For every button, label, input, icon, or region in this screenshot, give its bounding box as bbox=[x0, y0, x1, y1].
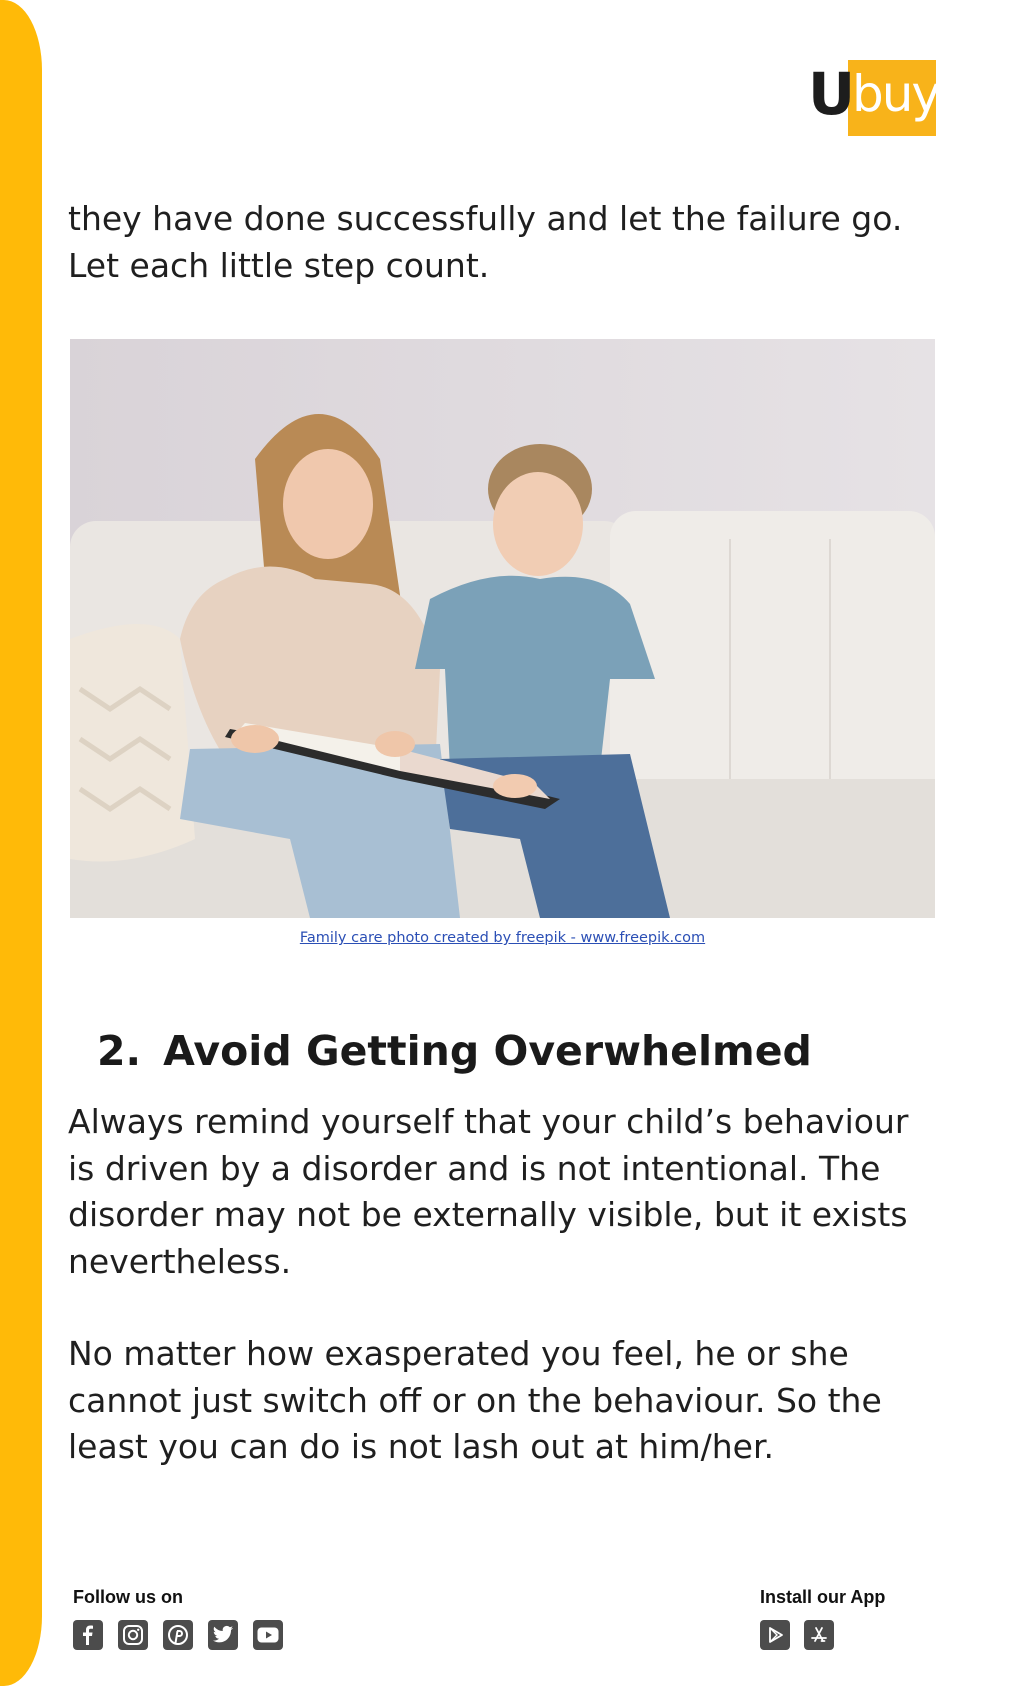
logo-letter: U bbox=[808, 60, 855, 128]
app-store-icon[interactable] bbox=[804, 1620, 834, 1650]
twitter-icon[interactable] bbox=[208, 1620, 238, 1650]
logo-word: buy bbox=[852, 65, 940, 123]
youtube-icon[interactable] bbox=[253, 1620, 283, 1650]
yellow-side-bar bbox=[0, 0, 42, 1686]
section-paragraph-2: No matter how exasperated you feel, he or she cannot just switch off or on the behaviour. So the least you can do is not lash out at him/her. bbox=[68, 1334, 882, 1466]
intro-text: they have done successfully and let the failure go. Let each little step count. bbox=[68, 199, 903, 285]
section-paragraph-1: Always remind yourself that your child’s behaviour is driven by a disorder and is not intentional. The disorder may not be externally visible, but it exists nevertheless. bbox=[68, 1102, 909, 1281]
photo-credit-link[interactable]: Family care photo created by freepik - www.freepik.com bbox=[299, 930, 706, 946]
app-icons bbox=[760, 1620, 848, 1650]
ubuy-logo[interactable] bbox=[808, 60, 940, 138]
install-app-label: Install our App bbox=[760, 1587, 886, 1607]
google-play-icon[interactable] bbox=[760, 1620, 790, 1650]
social-icons bbox=[73, 1620, 298, 1650]
facebook-icon[interactable] bbox=[73, 1620, 103, 1650]
section-number: 2. bbox=[97, 1027, 142, 1075]
section-heading bbox=[97, 1023, 812, 1079]
follow-us-label: Follow us on bbox=[73, 1587, 183, 1607]
family-reading-photo bbox=[70, 339, 935, 918]
section-title: Avoid Getting Overwhelmed bbox=[163, 1027, 812, 1075]
instagram-icon[interactable] bbox=[118, 1620, 148, 1650]
pinterest-icon[interactable] bbox=[163, 1620, 193, 1650]
